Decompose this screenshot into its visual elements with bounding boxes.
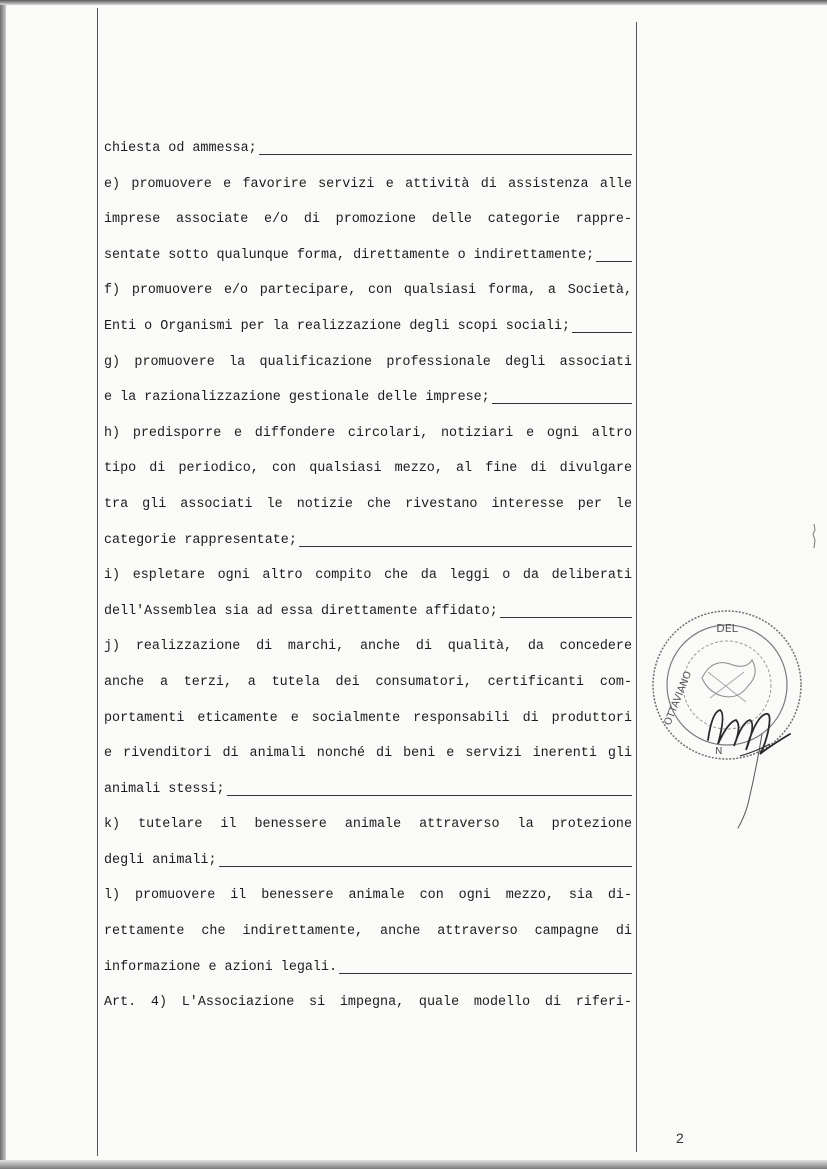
text-line: categorie rappresentate; (104, 532, 632, 568)
text-line: k) tutelare il benessere animale attraverso la protezione (104, 817, 632, 833)
fill-line (500, 603, 632, 618)
text-line: e) promuovere e favorire servizi e attività di assistenza alle (104, 176, 632, 192)
fill-line (299, 532, 632, 547)
scan-edge-top (0, 0, 827, 5)
text-line: rettamente che indirettamente, anche attraverso campagne di (104, 924, 632, 940)
text-line: i) espletare ogni altro compito che da leggi o da deliberati (104, 568, 632, 584)
text-line: chiesta od ammessa; (104, 140, 632, 176)
text-line: e la razionalizzazione gestionale delle imprese; (104, 389, 632, 425)
text-line: j) realizzazione di marchi, anche di qualità, da concedere (104, 639, 632, 655)
page-number: 2 (676, 1130, 684, 1146)
scan-edge-bottom (0, 1160, 827, 1169)
fill-line (219, 852, 633, 867)
document-body (104, 140, 632, 1030)
signature-icon (700, 670, 810, 840)
text-line: e rivenditori di animali nonché di beni e servizi inerenti gli (104, 746, 632, 762)
fill-line (596, 247, 632, 262)
seal-text-left: OTTAVIANO (662, 669, 695, 728)
fill-line (339, 959, 632, 974)
right-margin-rule (636, 22, 637, 1152)
fill-line (227, 781, 632, 796)
text-line: f) promuovere e/o partecipare, con qualsiasi forma, a Società, (104, 283, 632, 299)
text-line: dell'Assemblea sia ad essa direttamente affidato; (104, 603, 632, 639)
text-line: imprese associate e/o di promozione delle categorie rappre- (104, 212, 632, 228)
text-line: tipo di periodico, con qualsiasi mezzo, al fine di divulgare (104, 461, 632, 477)
seal-text-bottom: N (715, 746, 723, 757)
scan-edge-left (0, 0, 6, 1169)
text-line: degli animali; (104, 852, 632, 888)
text-line: anche a terzi, a tutela dei consumatori, certificanti com- (104, 674, 632, 690)
text-line: Art. 4) L'Associazione si impegna, quale modello di riferi- (104, 995, 632, 1011)
text-line: portamenti eticamente e socialmente responsabili di produttori (104, 710, 632, 726)
fill-line (492, 389, 632, 404)
text-line: informazione e azioni legali. (104, 959, 632, 995)
text-line: g) promuovere la qualificazione professionale degli associati (104, 354, 632, 370)
text-line: l) promuovere il benessere animale con ogni mezzo, sia di- (104, 888, 632, 904)
text-line: Enti o Organismi per la realizzazione degli scopi sociali; (104, 318, 632, 354)
text-line: sentate sotto qualunque forma, direttamente o indirettamente; (104, 247, 632, 283)
text-line: animali stessi; (104, 781, 632, 817)
left-margin-rule (97, 8, 98, 1156)
seal-text-top: DEL (716, 622, 738, 635)
text-line: tra gli associati le notizie che rivestano interesse per le (104, 496, 632, 512)
text-line: h) predisporre e diffondere circolari, notiziari e ogni altro (104, 425, 632, 441)
fill-line (259, 140, 632, 155)
margin-mark-icon (808, 522, 820, 552)
fill-line (572, 318, 632, 333)
